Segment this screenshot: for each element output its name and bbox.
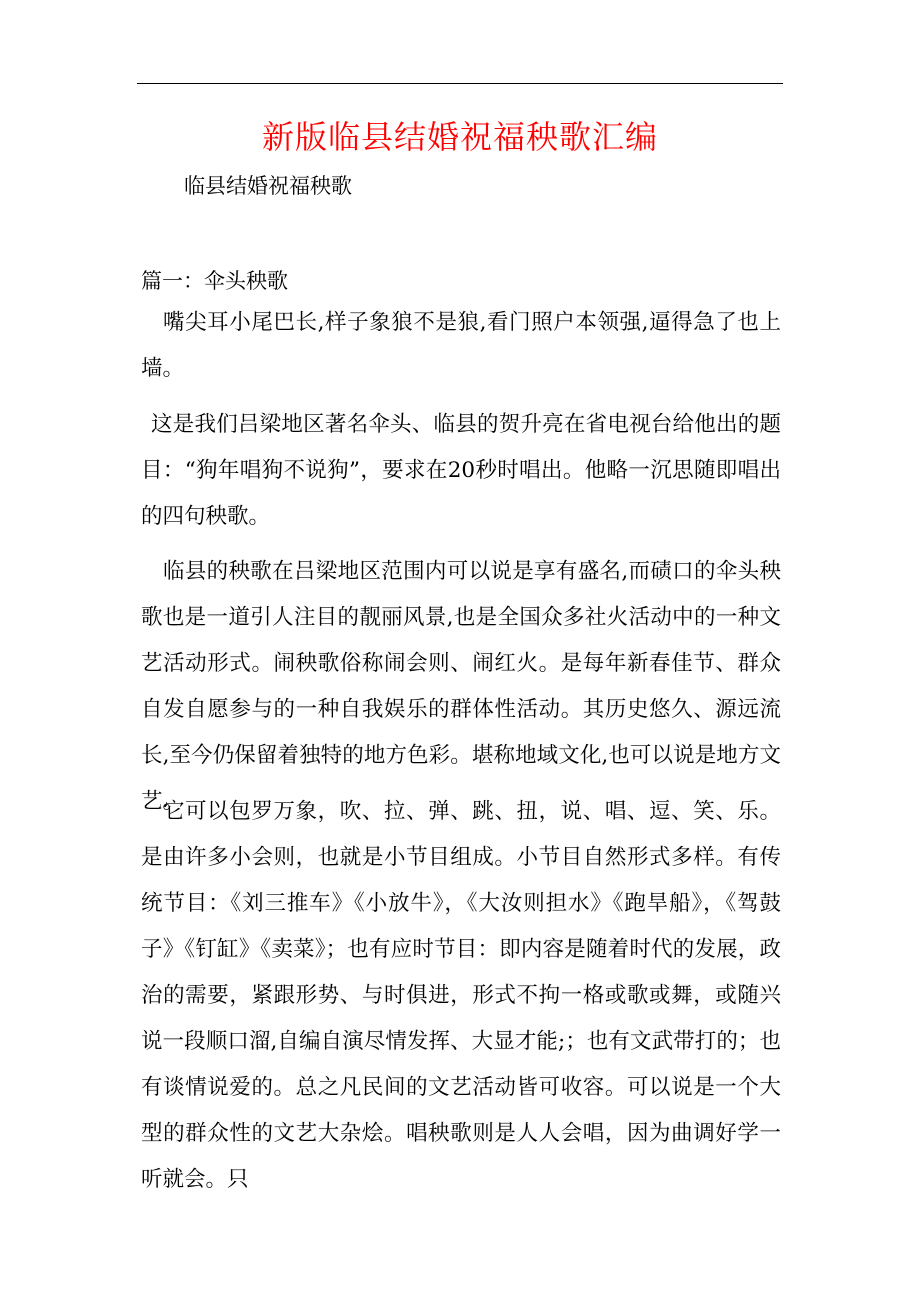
paragraph-2: 这是我们吕梁地区著名伞头、临县的贺升亮在省电视台给他出的题目：“狗年唱狗不说狗”，要求在20秒时唱出。他略一沉思随即唱出的四句秧歌。: [141, 412, 781, 529]
paragraph-1: 嘴尖耳小尾巴长,样子象狼不是狼,看门照户本领强,逼得急了也上墙。: [141, 310, 781, 381]
header-rule: [137, 83, 783, 84]
document-title: 新版临县结婚祝福秧歌汇编: [261, 118, 658, 156]
document-subtitle: 临县结婚祝福秧歌: [184, 174, 352, 198]
paragraph-3: 临县的秧歌在吕梁地区范围内可以说是享有盛名,而碛口的伞头秧歌也是一道引人注目的靓丽风景,也是全国众多社火活动中的一种文艺活动形式。闹秧歌俗称闹会则、闹红火。是每年新春佳节、群众自发自愿参与的一种自我娱乐的群体性活动。其历史悠久、源远流长,至今仍保留着独特的地方色彩。堪称地域文化,也可以说是地方文艺。: [141, 559, 781, 814]
paragraph-4: 它可以包罗万象，吹、拉、弹、跳、扭，说、唱、逗、笑、乐。是由许多小会则，也就是小节目组成。小节目自然形式多样。有传统节目：《刘三推车》《小放牛》，《大汝则担水》《跑旱船》，《驾鼓子》《钉缸》《卖菜》；也有应时节目：即内容是随着时代的发展，政治的需要，紧跟形势、与时俱进，形式不拘一格或歌或舞，或随兴说一段顺口溜,自编自演尽情发挥、大显才能;；也有文武带打的；也有谈情说爱的。总之凡民间的文艺活动皆可收容。可以说是一个大型的群众性的文艺大杂烩。唱秧歌则是人人会唱，因为曲调好学一听就会。只: [141, 799, 781, 1192]
section-heading: 篇一：伞头秧歌: [141, 269, 288, 293]
